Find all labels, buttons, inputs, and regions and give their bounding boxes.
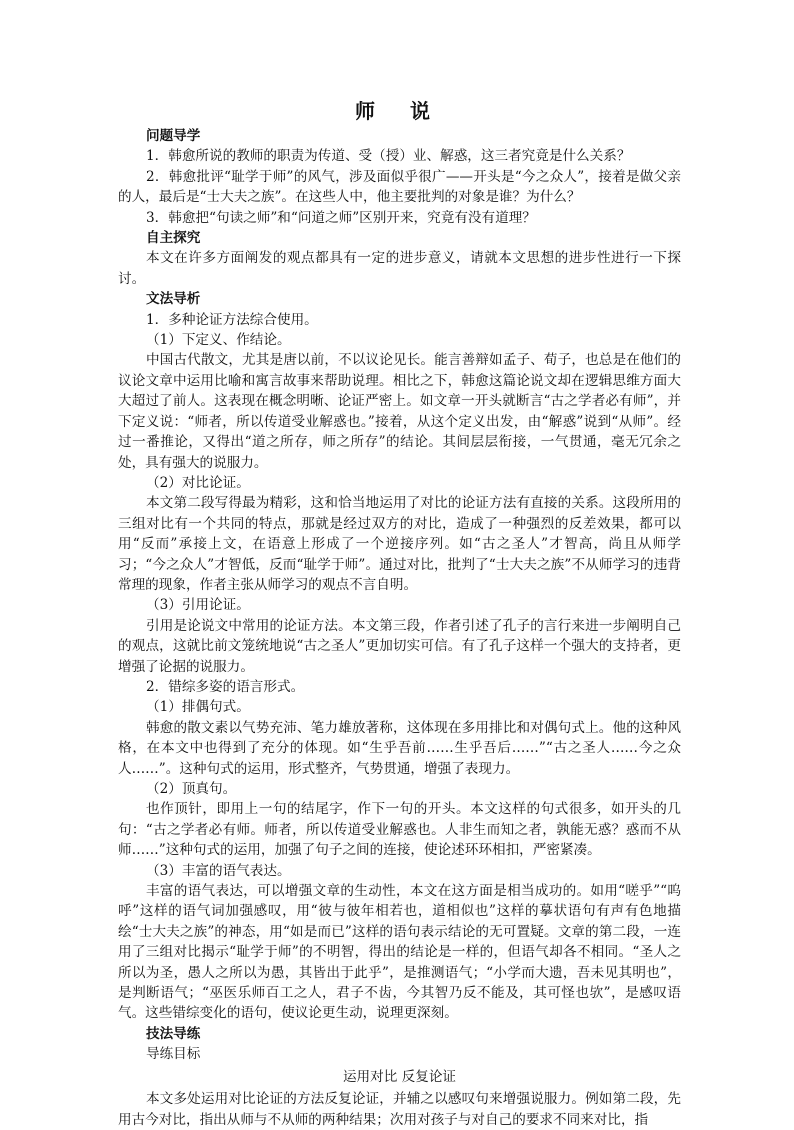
document-page xyxy=(118,98,681,1130)
section-heading-wenti: 问题导学 xyxy=(146,128,201,144)
wenfa-paragraph: 丰富的语气表达，可以增强文章的生动性，本文在这方面是相当成功的。如用“嗟乎”“呜呼”这样的语气词加强感叹，用“彼与彼年相若也，道相似也”这样的摹状语句有声有色地描绘“士大夫之族”的神态，用“如是而已”这样的语句表示结论的无可置疑。文章的第二段，一连用了三组对比揭示“耻学于师”的不明智，得出的结论是一样的，但语气却各不相同。“圣人之所以为圣，愚人之所以为愚，其皆出于此乎”，是推测语气；“小学而大遗，吾未见其明也”，是判断语气；“巫医乐师百工之人，君子不齿，今其智乃反不能及，其可怪也欤”，是感叹语气。这些错综变化的语句，使议论更生动，说理更深刻。 xyxy=(118,883,681,1022)
question-3: 3．韩愈把“句读之师”和“问道之师”区别开来，究竟有没有道理？ xyxy=(146,209,536,226)
section-heading-zizhu: 自主探究 xyxy=(146,230,201,247)
wenfa-paragraph: 韩愈的散文素以气势充沛、笔力雄放著称，这体现在多用排比和对偶句式上。他的这种风格，在本文中也得到了充分的体现。如“生乎吾前……生乎吾后……”“古之圣人……今之众人……”。这种句式的运用，形式整齐，气势贯通，增强了表现力。 xyxy=(118,719,681,777)
wenfa-point-1: 1．多种论证方法综合使用。 xyxy=(146,311,318,328)
jifa-center-title: 运用对比 反复论证 xyxy=(342,1068,457,1085)
jifa-subheading: 导练目标 xyxy=(146,1046,201,1063)
jifa-paragraph: 本文多处运用对比论证的方法反复论证，并辅之以感叹句来增强说服力。例如第二段，先用古今对比，指出从师与不从师的两种结果；次用对孩子与对自己的要求不同来对比，指 xyxy=(118,1091,681,1128)
wenfa-paragraph: 中国古代散文，尤其是唐以前，不以议论见长。能言善辩如孟子、荀子，也总是在他们的议论文章中运用比喻和寓言故事来帮助说理。相比之下，韩愈这篇论说文却在逻辑思维方面大大超过了前人。这表现在概念明晰、论证严密上。如文章一开头就断言“古之学者必有师”，并下定义说：“师者，所以传道受业解惑也。”接着，从这个定义出发，由“解惑”说到“从师”。经过一番推论，又得出“道之所存，师之所存”的结论。其间层层衔接，一气贯通，毫无冗余之处，具有强大的说服力。 xyxy=(118,352,681,471)
section-heading-jifa: 技法导练 xyxy=(146,1025,201,1042)
wenfa-paragraph: 本文第二段写得最为精彩，这和恰当地运用了对比的论证方法有直接的关系。这段所用的三组对比有一个共同的特点，那就是经过双方的对比，造成了一种强烈的反差效果，都可以用“反而”承接上文，在语意上形成了一个逆接序列。如“古之圣人”才智高，尚且从师学习；“今之众人”才智低，反而“耻学于师”。通过对比，批判了“士大夫之族”不从师学习的违背常理的现象，作者主张从师学习的观点不言自明。 xyxy=(118,495,681,593)
wenfa-subpoint-2-1: （1）排偶句式。 xyxy=(146,699,250,716)
wenfa-subpoint-1-3: （3）引用论证。 xyxy=(146,597,250,614)
question-2: 2．韩愈批评“耻学于师”的风气，涉及面似乎很广——开头是“今之众人”，接着是做父亲的人，最后是“士大夫之族”。在这些人中，他主要批判的对象是谁？为什么？ xyxy=(118,168,681,206)
page-title: 师 说 xyxy=(355,99,444,123)
wenfa-paragraph: 引用是论说文中常用的论证方法。本文第三段，作者引述了孔子的言行来进一步阐明自己的观点，这就比前文笼统地说“古之圣人”更加切实可信。有了孔子这样一个强大的支持者，更增强了论据的说服力。 xyxy=(118,617,681,675)
zizhu-paragraph: 本文在许多方面阐发的观点都具有一定的进步意义，请就本文思想的进步性进行一下探讨。 xyxy=(118,250,681,287)
wenfa-subpoint-2-2: （2）顶真句。 xyxy=(146,781,237,797)
wenfa-subpoint-1-1: （1）下定义、作结论。 xyxy=(146,332,291,349)
section-heading-wenfa: 文法导析 xyxy=(146,291,201,308)
wenfa-paragraph: 也作顶针，即用上一句的结尾字，作下一句的开头。本文这样的句式很多，如开头的几句：“古之学者必有师。师者，所以传道受业解惑也。人非生而知之者，孰能无惑？惑而不从师……”这种句式的运用，加强了句子之间的连接，使论述环环相扣，严密紧凑。 xyxy=(118,801,681,859)
wenfa-point-2: 2．错综多姿的语言形式。 xyxy=(146,678,305,695)
wenfa-subpoint-1-2: （2）对比论证。 xyxy=(146,474,250,491)
question-1: 1．韩愈所说的教师的职责为传道、受（授）业、解惑，这三者究竟是什么关系？ xyxy=(146,148,631,165)
wenfa-subpoint-2-3: （3）丰富的语气表达。 xyxy=(146,862,291,879)
